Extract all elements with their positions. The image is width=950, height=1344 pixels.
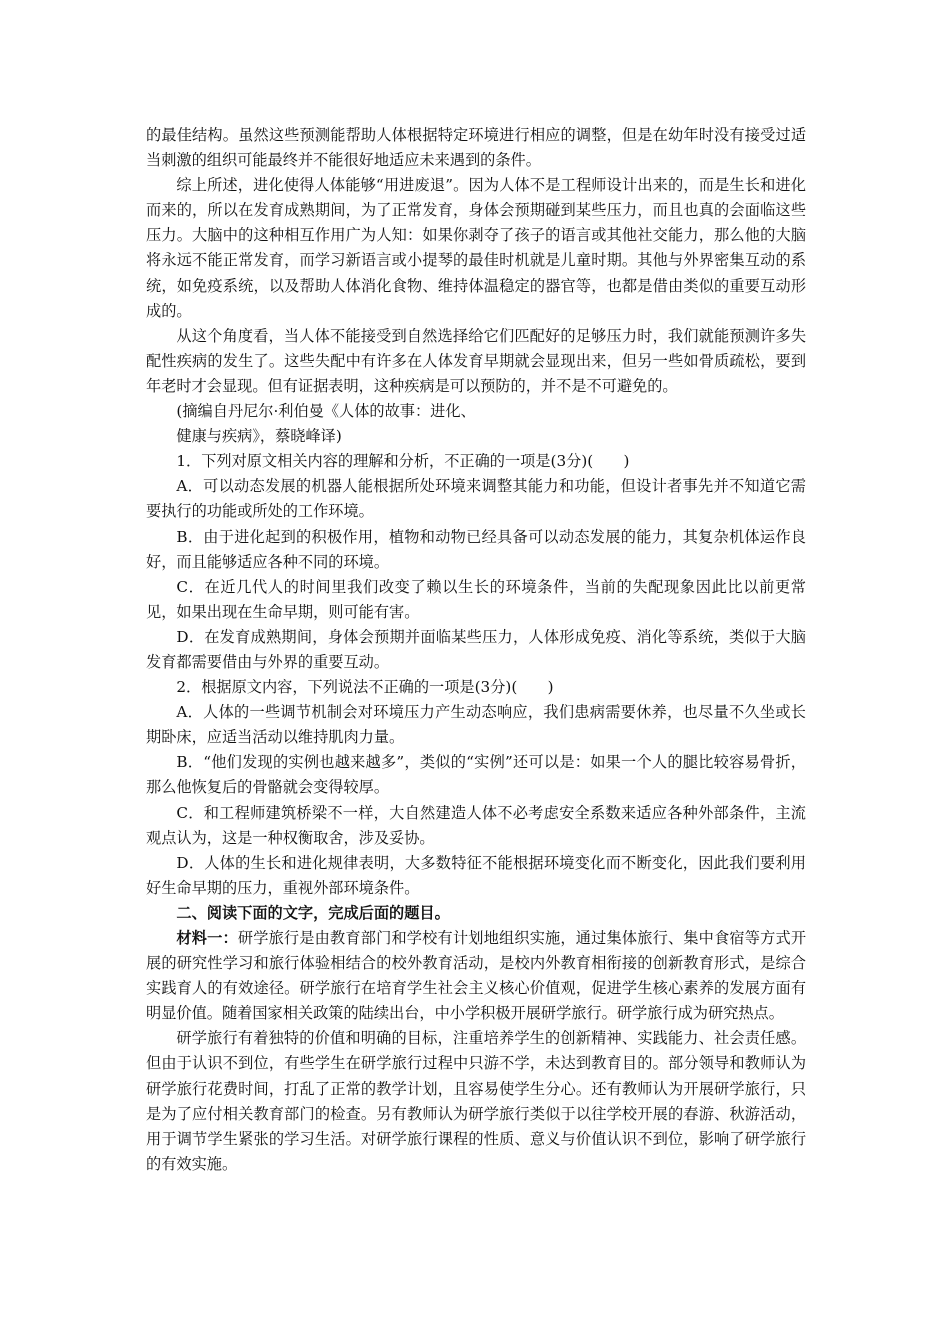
passage-paragraph-summary: 综上所述，进化使得人体能够“用进废退”。因为人体不是工程师设计出来的，而是生长和进化而来的，所以在发育成熟期间，为了正常发育，身体会预期碰到某些压力，而且也真的会面临这些压力。大脑中的这种相互作用广为人知：如果你剥夺了孩子的语言或其他社交能力，那么他的大脑将永远不能正常发育，而学习新语言或小提琴的最佳时机就是儿童时期。其他与外界密集互动的系统，如免疫系统，以及帮助人体消化食物、维持体温稳定的器官等，也都是借由类似的重要互动形成的。 — [146, 176, 806, 320]
question-1-option-a: A．可以动态发展的机器人能根据所处环境来调整其能力和功能，但设计者事先并不知道它需要执行的功能或所处的工作环境。 — [146, 477, 806, 521]
question-1-stem: 1．下列对原文相关内容的理解和分析，不正确的一项是(3分)( ) — [176, 452, 630, 471]
passage-paragraph-mismatch: 从这个角度看，当人体不能接受到自然选择给它们匹配好的足够压力时，我们就能预测许多失配性疾病的发生了。这些失配中有许多在人体发育早期就会显现出来，但另一些如骨质疏松，要到年老时才会显现。但有证据表明，这种疾病是可以预防的，并不是不可避免的。 — [146, 326, 806, 395]
section-2-heading: 二、阅读下面的文字，完成后面的题目。 — [176, 903, 450, 922]
material-1-paragraph-1 — [146, 926, 806, 1026]
question-2-stem: 2．根据原文内容，下列说法不正确的一项是(3分)( ) — [176, 678, 554, 697]
question-2-option-c: C．和工程师建筑桥梁不一样，大自然建造人体不必考虑安全系数来适应各种外部条件，主流观点认为，这是一种权衡取舍，涉及妥协。 — [146, 803, 806, 847]
source-citation-line-1: (摘编自丹尼尔·利伯曼《人体的故事：进化、 — [176, 402, 476, 421]
question-1-option-b: B．由于进化起到的积极作用，植物和动物已经具备可以动态发展的能力，其复杂机体运作良好，而且能够适应各种不同的环境。 — [146, 527, 806, 571]
question-2-option-a: A．人体的一些调节机制会对环境压力产生动态响应，我们患病需要休养，也尽量不久坐或长期卧床，应适当活动以维持肌肉力量。 — [146, 703, 806, 747]
material-1-paragraph-2: 研学旅行有着独特的价值和明确的目标，注重培养学生的创新精神、实践能力、社会责任感。但由于认识不到位，有些学生在研学旅行过程中只游不学，未达到教育目的。部分领导和教师认为研学旅行花费时间，打乱了正常的教学计划，且容易使学生分心。还有教师认为开展研学旅行，只是为了应付相关教育部门的检查。另有教师认为研学旅行类似于以往学校开展的春游、秋游活动，用于调节学生紧张的学习生活。对研学旅行课程的性质、意义与价值认识不到位，影响了研学旅行的有效实施。 — [146, 1029, 806, 1173]
material-1-label: 材料一： — [176, 929, 238, 947]
source-citation-line-2: 健康与疾病》，蔡晓峰译) — [176, 427, 342, 446]
question-2-option-d: D．人体的生长和进化规律表明，大多数特征不能根据环境变化而不断变化，因此我们要利用好生命早期的压力，重视外部环境条件。 — [146, 853, 806, 897]
question-2-option-b: B．“他们发现的实例也越来越多”，类似的“实例”还可以是：如果一个人的腿比较容易骨折，那么他恢复后的骨骼就会变得较厚。 — [146, 753, 806, 797]
question-1-option-d: D．在发育成熟期间，身体会预期并面临某些压力，人体形成免疫、消化等系统，类似于大脑发育都需要借由与外界的重要互动。 — [146, 627, 806, 671]
material-1-text: 研学旅行是由教育部门和学校有计划地组织实施，通过集体旅行、集中食宿等方式开展的研究性学习和旅行体验相结合的校外教育活动，是校内外教育相衔接的创新教育形式，是综合实践育人的有效途径。研学旅行在培育学生社会主义核心价值观，促进学生核心素养的发展方面有明显价值。随着国家相关政策的陆续出台，中小学积极开展研学旅行。研学旅行成为研究热点。 — [146, 929, 807, 1023]
document-page — [146, 123, 806, 1177]
question-1-option-c: C．在近几代人的时间里我们改变了赖以生长的环境条件，当前的失配现象因此比以前更常见，如果出现在生命早期，则可能有害。 — [146, 577, 806, 621]
passage-paragraph-continued: 的最佳结构。虽然这些预测能帮助人体根据特定环境进行相应的调整，但是在幼年时没有接受过适当刺激的组织可能最终并不能很好地适应未来遇到的条件。 — [146, 126, 806, 170]
